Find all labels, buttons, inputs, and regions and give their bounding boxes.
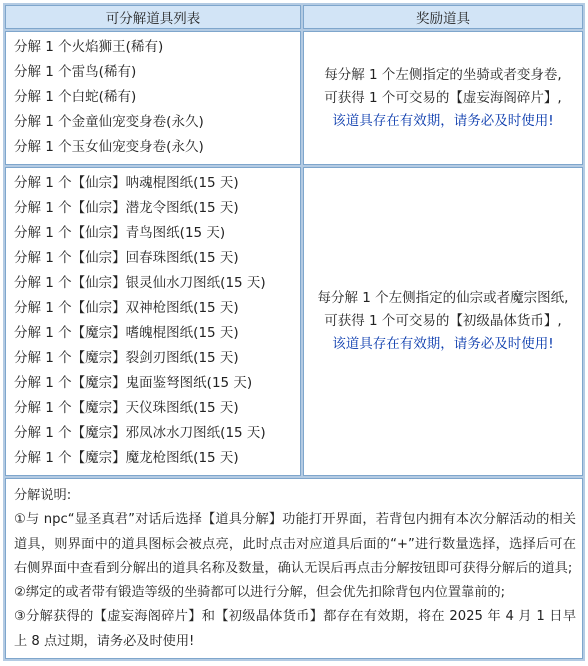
list-item: 分解 1 个【仙宗】青鸟图纸(15 天): [14, 225, 226, 241]
list-item: 分解 1 个【魔宗】鬼面鉴弩图纸(15 天): [14, 375, 253, 391]
decompose-notes: [5, 478, 583, 659]
group-blueprints-list: [5, 167, 301, 476]
group-mounts-reward: [303, 31, 583, 165]
list-item: 分解 1 个【仙宗】回春珠图纸(15 天): [14, 250, 239, 266]
table-header-row: [5, 5, 583, 29]
list-item: 分解 1 个雷鸟(稀有): [14, 64, 137, 80]
list-item: 分解 1 个玉女仙宠变身卷(永久): [14, 139, 204, 155]
notes-row: [5, 478, 583, 659]
header-decomposable-items: 可分解道具列表: [5, 5, 301, 29]
group-blueprints-reward: [303, 167, 583, 476]
list-item: 分解 1 个火焰狮王(稀有): [14, 39, 164, 55]
reward-expiry-warning: 该道具存在有效期，请务必及时使用!: [332, 336, 554, 352]
list-item: 分解 1 个白蛇(稀有): [14, 89, 137, 105]
list-item: 分解 1 个【仙宗】双神枪图纸(15 天): [14, 300, 239, 316]
group-mounts-row: [5, 31, 583, 165]
list-item: 分解 1 个【魔宗】裂剑刃图纸(15 天): [14, 350, 239, 366]
list-item: 分解 1 个【魔宗】魔龙枪图纸(15 天): [14, 450, 239, 466]
list-item: 分解 1 个金童仙宠变身卷(永久): [14, 114, 204, 130]
group-blueprints-row: [5, 167, 583, 476]
list-item: 分解 1 个【仙宗】呐魂棍图纸(15 天): [14, 175, 239, 191]
list-item: 分解 1 个【魔宗】嗜魄棍图纸(15 天): [14, 325, 239, 341]
list-item: 分解 1 个【仙宗】银灵仙水刀图纸(15 天): [14, 275, 266, 291]
list-item: 分解 1 个【魔宗】邪凤冰水刀图纸(15 天): [14, 425, 266, 441]
group-mounts-list: [5, 31, 301, 165]
list-item: 分解 1 个【仙宗】潜龙令图纸(15 天): [14, 200, 239, 216]
list-item: 分解 1 个【魔宗】天仪珠图纸(15 天): [14, 400, 239, 416]
reward-description-line: 可获得 1 个可交易的【虚妄海阁碎片】,: [324, 89, 562, 106]
note-line: ③分解获得的【虚妄海阁碎片】和【初级晶体货币】都存在有效期，将在 2025 年 4 月 1 日早上 8 点过期，请务必及时使用!: [14, 609, 576, 649]
reward-expiry-warning: 该道具存在有效期，请务必及时使用!: [332, 112, 554, 129]
reward-description-line: 每分解 1 个左侧指定的仙宗或者魔宗图纸,: [317, 290, 569, 306]
reward-description-line: 可获得 1 个可交易的【初级晶体货币】,: [324, 313, 562, 329]
decompose-table: [3, 3, 585, 661]
note-line: ②绑定的或者带有锻造等级的坐骑都可以进行分解，但会优先扣除背包内位置靠前的;: [14, 585, 506, 601]
header-reward-items: 奖励道具: [303, 5, 583, 29]
notes-title: 分解说明:: [14, 488, 72, 503]
reward-description-line: 每分解 1 个左侧指定的坐骑或者变身卷,: [324, 66, 562, 83]
note-line: ①与 npc“显圣真君”对话后选择【道具分解】功能打开界面，若背包内拥有本次分解活动的相关道具，则界面中的道具图标会被点亮，此时点击对应道具后面的“+”进行数量选择，选择后可在右侧界面中查看到分解出的道具名称及数量，确认无误后再点击分解按钮即可获得分解后的道具;: [14, 512, 576, 576]
